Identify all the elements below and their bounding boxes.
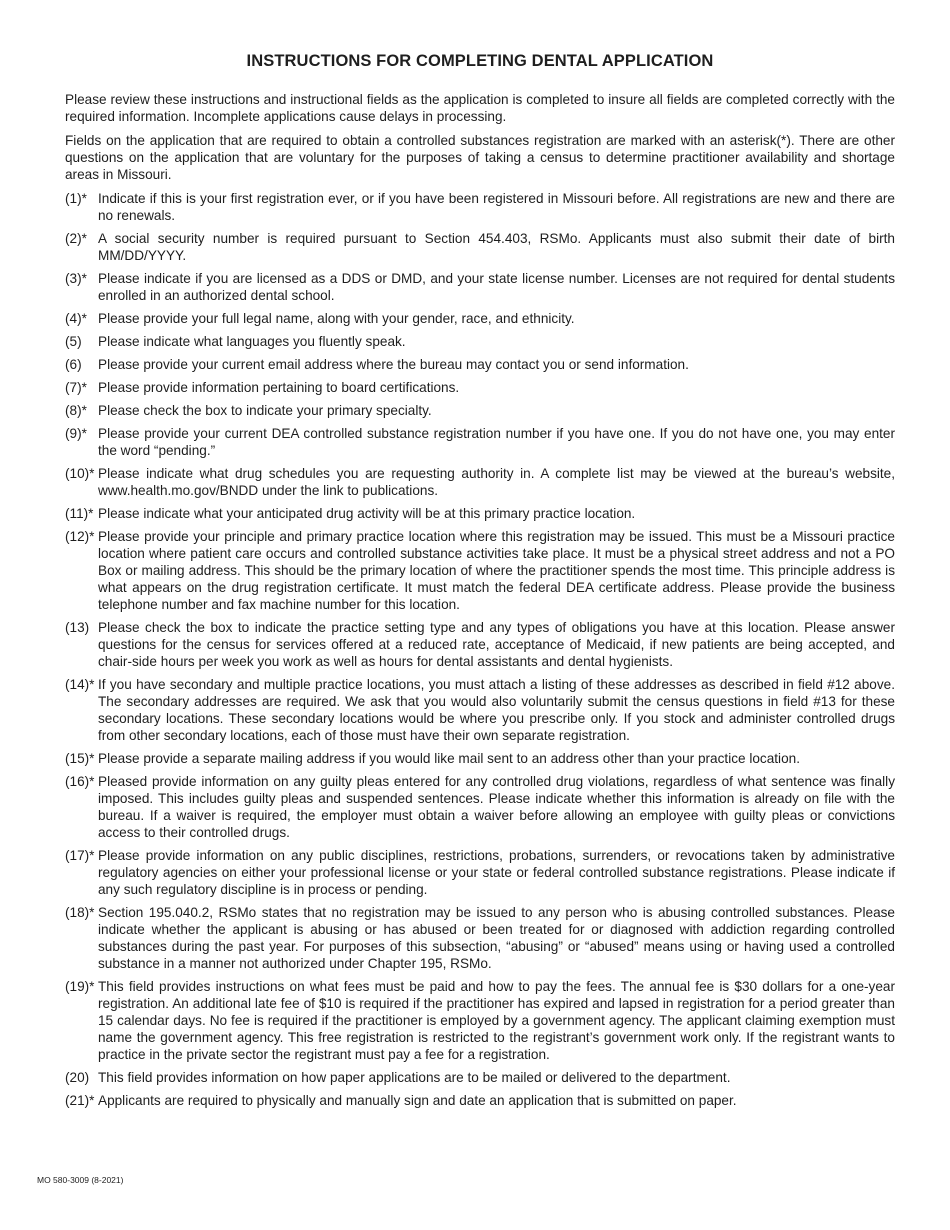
- instruction-text: Please provide your current email address where the bureau may contact you or send information.: [98, 357, 689, 372]
- instruction-number: (15)*: [65, 751, 95, 766]
- instruction-item: [65, 425, 895, 459]
- instruction-item: [65, 270, 895, 304]
- instruction-text: Please check the box to indicate your primary specialty.: [98, 403, 432, 418]
- instruction-text: Applicants are required to physically and manually sign and date an application that is submitted on paper.: [98, 1093, 737, 1108]
- intro-paragraph: Fields on the application that are required to obtain a controlled substances registration are marked with an asterisk(*). There are other questions on the application that are voluntary for the purposes of taking a census to determine practitioner availability and shortage areas in Missouri.: [65, 133, 895, 182]
- instruction-text: This field provides information on how paper applications are to be mailed or delivered to the department.: [98, 1070, 731, 1085]
- instruction-item: [65, 379, 895, 396]
- intro-paragraph: Please review these instructions and instructional fields as the application is completed to insure all fields are completed correctly with the required information. Incomplete applications cause delays in processing.: [65, 92, 895, 124]
- instruction-text: Please check the box to indicate the practice setting type and any types of obligations you have at this location. Please answer questions for the census for services offered at a reduced rate, acceptance of Medicaid, if new patients are being accepted, and chair-side hours per week you work as well as hours for dental assistants and dental hygienists.: [98, 620, 895, 669]
- instruction-item: [65, 619, 895, 670]
- instruction-item: [65, 402, 895, 419]
- instruction-text: Please indicate if you are licensed as a DDS or DMD, and your state license number. Licenses are not required for dental students enrolled in an authorized dental school.: [98, 271, 895, 303]
- instruction-number: (4)*: [65, 311, 87, 326]
- instruction-item: [65, 528, 895, 613]
- instruction-text: Please indicate what languages you fluently speak.: [98, 334, 406, 349]
- instruction-text: Please provide a separate mailing address if you would like mail sent to an address other than your practice location.: [98, 751, 800, 766]
- instruction-item: [65, 676, 895, 744]
- instruction-number: (20): [65, 1070, 90, 1085]
- instruction-number: (11)*: [65, 506, 94, 521]
- instruction-item: [65, 333, 895, 350]
- instruction-number: (19)*: [65, 979, 95, 994]
- instruction-item: [65, 773, 895, 841]
- instruction-number: (10)*: [65, 466, 95, 481]
- instruction-number: (7)*: [65, 380, 87, 395]
- instruction-item: [65, 1069, 895, 1086]
- instruction-number: (2)*: [65, 231, 87, 246]
- instruction-item: [65, 1092, 895, 1109]
- instruction-item: [65, 310, 895, 327]
- instruction-item: [65, 505, 895, 522]
- instruction-text: Please provide your full legal name, along with your gender, race, and ethnicity.: [98, 311, 575, 326]
- instruction-number: (18)*: [65, 905, 95, 920]
- instruction-text: Please provide information pertaining to board certifications.: [98, 380, 460, 395]
- instruction-number: (17)*: [65, 848, 95, 863]
- instruction-number: (16)*: [65, 774, 95, 789]
- document-page: [65, 52, 895, 1115]
- instruction-item: [65, 978, 895, 1063]
- instruction-text: Pleased provide information on any guilty pleas entered for any controlled drug violations, regardless of what sentence was finally imposed. This includes guilty pleas and suspended sentences. Please indicate whether this information is already on file with the bureau. If a waiver is required, the employer must obtain a waiver before allowing an employee with guilty pleas or convictions access to their controlled drugs.: [98, 774, 895, 840]
- instruction-list: [65, 190, 895, 1109]
- instruction-number: (1)*: [65, 191, 87, 206]
- instruction-number: (13): [65, 620, 90, 635]
- instruction-number: (5): [65, 334, 82, 349]
- instruction-number: (14)*: [65, 677, 95, 692]
- instruction-item: [65, 904, 895, 972]
- instruction-text: Please provide information on any public disciplines, restrictions, probations, surrenders, or revocations taken by administrative regulatory agencies on either your professional license or your state or federal controlled substance registrations. Please indicate if any such regulatory discipline is in process or pending.: [98, 848, 895, 897]
- page-title: INSTRUCTIONS FOR COMPLETING DENTAL APPLICATION: [246, 52, 714, 70]
- instruction-text: Section 195.040.2, RSMo states that no registration may be issued to any person who is abusing controlled substances. Please indicate whether the applicant is abusing or has abused or been treated for or diagnosed with addiction regarding controlled substances during the past year. For purposes of this subsection, “abusing” or “abused” means using or having used a controlled substance in a manner not authorized under Chapter 195, RSMo.: [98, 905, 895, 971]
- instruction-text: Indicate if this is your first registration ever, or if you have been registered in Missouri before. All registrations are new and there are no renewals.: [98, 191, 895, 223]
- form-number: MO 580-3009 (8-2021): [37, 1175, 124, 1185]
- instruction-text: Please indicate what your anticipated drug activity will be at this primary practice location.: [98, 506, 636, 521]
- instruction-text: Please provide your principle and primary practice location where this registration may be issued. This must be a Missouri practice location where patient care occurs and controlled substance activities take place. It must be a physical street address and not a PO Box or mailing address. This should be the primary location of where the practitioner spends the most time. This principle address is what appears on the drug registration certificate. It must match the federal DEA certificate address. Please provide the business telephone number and fax machine number for this location.: [98, 529, 895, 612]
- instruction-number: (6): [65, 357, 82, 372]
- instruction-text: Please indicate what drug schedules you are requesting authority in. A complete list may be viewed at the bureau’s website, www.health.mo.gov/BNDD under the link to publications.: [98, 466, 895, 498]
- instruction-item: [65, 356, 895, 373]
- instruction-text: A social security number is required pursuant to Section 454.403, RSMo. Applicants must also submit their date of birth MM/DD/YYYY.: [98, 231, 895, 263]
- instruction-item: [65, 230, 895, 264]
- instruction-number: (9)*: [65, 426, 87, 441]
- instruction-number: (12)*: [65, 529, 95, 544]
- instruction-text: If you have secondary and multiple practice locations, you must attach a listing of these addresses as described in field #12 above. The secondary addresses are required. We ask that you would also voluntarily submit the census questions in field #13 for these secondary locations. These secondary locations would be where you prescribe only. If you stock and administer controlled drugs from other secondary locations, each of those must have their own separate registration.: [98, 677, 895, 743]
- instruction-text: Please provide your current DEA controlled substance registration number if you have one. If you do not have one, you may enter the word “pending.”: [98, 426, 895, 458]
- instruction-item: [65, 750, 895, 767]
- instruction-item: [65, 190, 895, 224]
- instruction-number: (3)*: [65, 271, 87, 286]
- instruction-item: [65, 465, 895, 499]
- instruction-number: (8)*: [65, 403, 87, 418]
- instruction-number: (21)*: [65, 1093, 95, 1108]
- instruction-text: This field provides instructions on what fees must be paid and how to pay the fees. The annual fee is $30 dollars for a one-year registration. An additional late fee of $10 is required if the practitioner has expired and lapsed in registration for a period greater than 15 calendar days. No fee is required if the practitioner is employed by a government agency. The applicant claiming exemption must name the government agency. This free registration is restricted to the registrant’s government work only. If the registrant wants to practice in the private sector the registrant must pay a fee for a registration.: [98, 979, 895, 1062]
- instruction-item: [65, 847, 895, 898]
